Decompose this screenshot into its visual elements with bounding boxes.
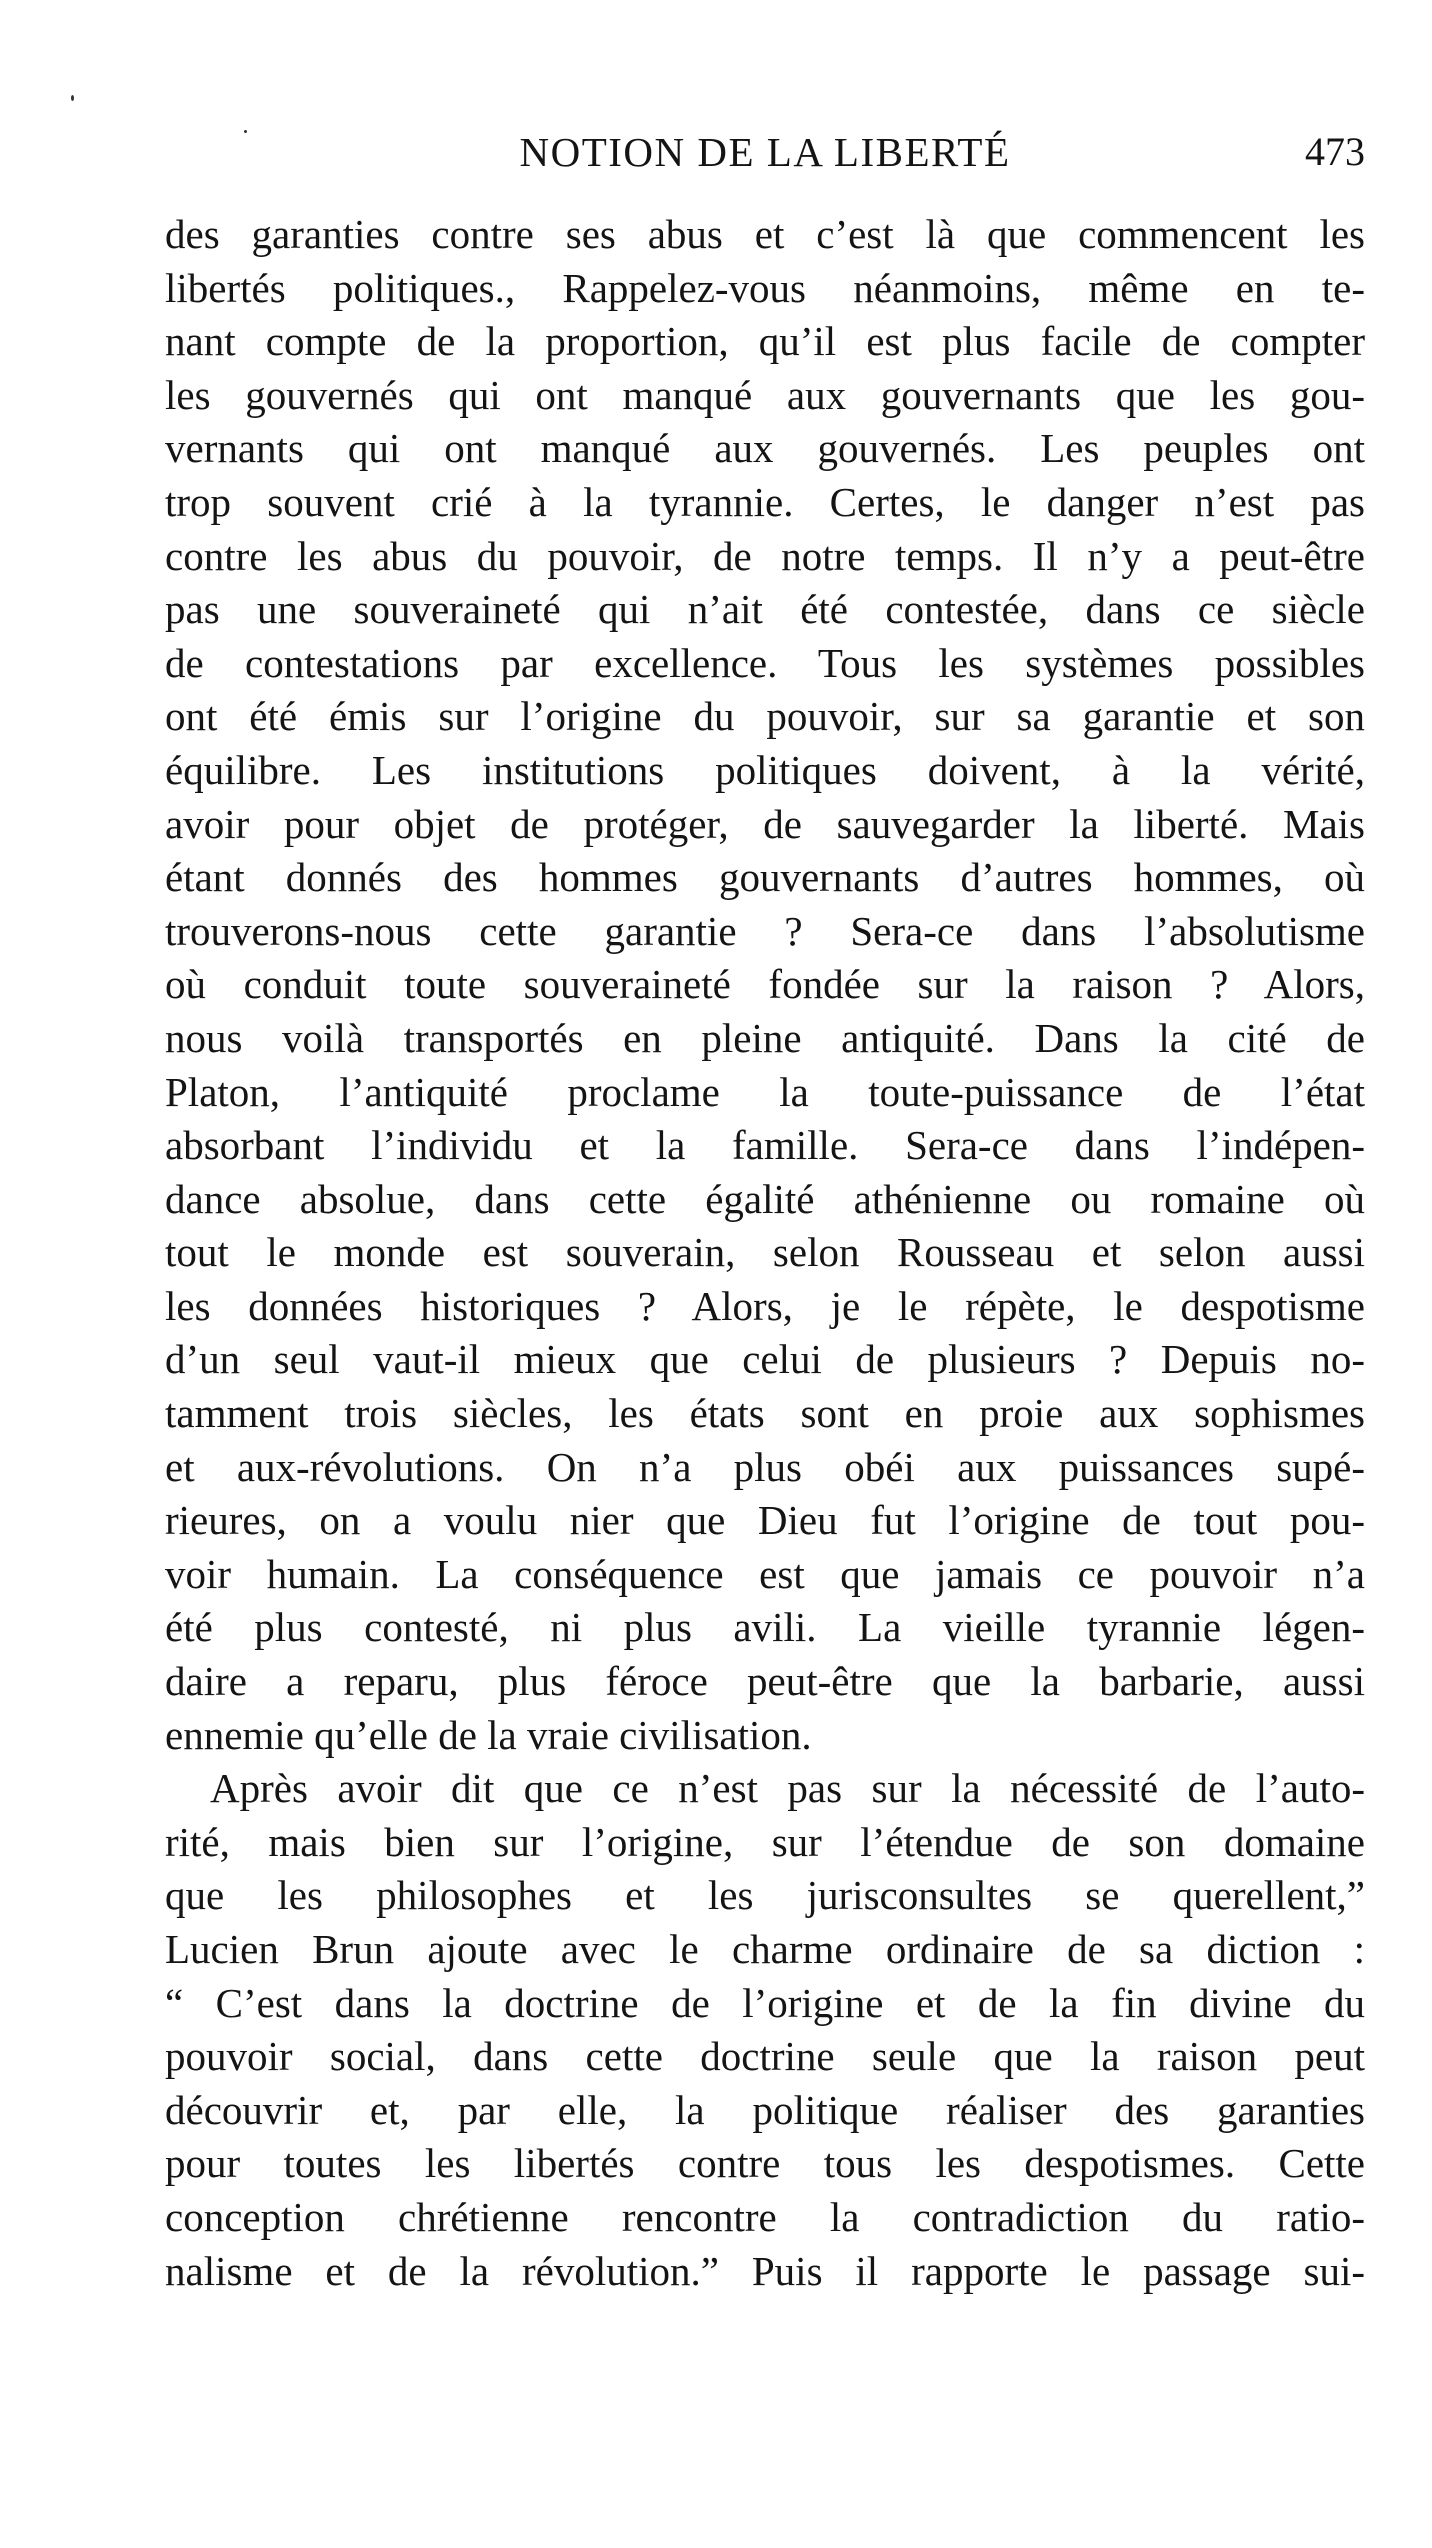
text-line: les gouvernés qui ont manqué aux gouvernants que les gou- <box>165 371 1365 418</box>
text-line: que les philosophes et les jurisconsultes se querellent,” <box>165 1872 1365 1919</box>
text-line: des garanties contre ses abus et c’est là que commencent les <box>165 211 1365 257</box>
text-line: contre les abus du pouvoir, de notre temps. Il n’y a peut-être <box>165 532 1365 579</box>
text-line: équilibre. Les institutions politiques doivent, à la vérité, <box>165 746 1365 793</box>
text-line: daire a reparu, plus féroce peut-être que la barbarie, aussi <box>165 1658 1365 1705</box>
running-header <box>165 128 1365 188</box>
text-line: pouvoir social, dans cette doctrine seule que la raison peut <box>165 2033 1365 2080</box>
text-line: vernants qui ont manqué aux gouvernés. Les peuples ont <box>165 425 1365 472</box>
text-line: Platon, l’antiquité proclame la toute-puissance de l’état <box>165 1068 1365 1115</box>
text-line: d’un seul vaut-il mieux que celui de plusieurs ? Depuis no- <box>165 1336 1365 1383</box>
paragraph <box>165 1762 1365 2298</box>
text-line: Lucien Brun ajoute avec le charme ordinaire de sa diction : <box>165 1926 1365 1972</box>
text-line: rieures, on a voulu nier que Dieu fut l’origine de tout pou- <box>165 1497 1365 1544</box>
text-line: nalisme et de la révolution.” Puis il rapporte le passage sui- <box>165 2247 1365 2294</box>
text-line: pour toutes les libertés contre tous les despotismes. Cette <box>165 2140 1365 2187</box>
text-line: absorbant l’individu et la famille. Sera-ce dans l’indépen- <box>165 1122 1365 1169</box>
text-line: dance absolue, dans cette égalité athénienne ou romaine où <box>165 1175 1365 1222</box>
text-line: découvrir et, par elle, la politique réaliser des garanties <box>165 2086 1365 2133</box>
text-line: conception chrétienne rencontre la contradiction du ratio- <box>165 2193 1365 2240</box>
print-speck <box>71 95 74 101</box>
text-line: nant compte de la proportion, qu’il est plus facile de compter <box>165 318 1365 365</box>
text-line: voir humain. La conséquence est que jamais ce pouvoir n’a <box>165 1550 1365 1597</box>
text-line: nous voilà transportés en pleine antiquité. Dans la cité de <box>165 1014 1365 1061</box>
text-line: tout le monde est souverain, selon Rousseau et selon aussi <box>165 1229 1365 1276</box>
body-text <box>165 208 1365 2298</box>
text-line: été plus contesté, ni plus avili. La vieille tyrannie légen- <box>165 1604 1365 1651</box>
text-line: et aux-révolutions. On n’a plus obéi aux puissances supé- <box>165 1443 1365 1490</box>
text-line: “ C’est dans la doctrine de l’origine et de la fin divine du <box>165 1979 1365 2026</box>
text-line: pas une souveraineté qui n’ait été contestée, dans ce siècle <box>165 586 1365 633</box>
text-line: trouverons-nous cette garantie ? Sera-ce dans l’absolutisme <box>165 907 1365 954</box>
text-line: avoir pour objet de protéger, de sauvegarder la liberté. Mais <box>165 800 1365 847</box>
paragraph <box>165 208 1365 1762</box>
text-line: libertés politiques., Rappelez-vous néanmoins, même en te- <box>165 264 1365 311</box>
running-title: NOTION DE LA LIBERTÉ <box>519 129 1011 175</box>
text-line: étant donnés des hommes gouvernants d’autres hommes, où <box>165 854 1365 901</box>
text-line: les données historiques ? Alors, je le répète, le despotisme <box>165 1282 1365 1329</box>
text-line: de contestations par excellence. Tous les systèmes possibles <box>165 639 1365 686</box>
text-line: Après avoir dit que ce n’est pas sur la nécessité de l’auto- <box>210 1765 1365 1812</box>
page-number: 473 <box>1305 129 1365 174</box>
text-line: rité, mais bien sur l’origine, sur l’étendue de son domaine <box>165 1818 1365 1865</box>
text-line: ont été émis sur l’origine du pouvoir, sur sa garantie et son <box>165 693 1365 740</box>
text-line: trop souvent crié à la tyrannie. Certes, le danger n’est pas <box>165 478 1365 525</box>
text-line: ennemie qu’elle de la vraie civilisation. <box>165 1711 812 1758</box>
text-line: où conduit toute souveraineté fondée sur la raison ? Alors, <box>165 961 1365 1008</box>
text-line: tamment trois siècles, les états sont en proie aux sophismes <box>165 1390 1365 1437</box>
